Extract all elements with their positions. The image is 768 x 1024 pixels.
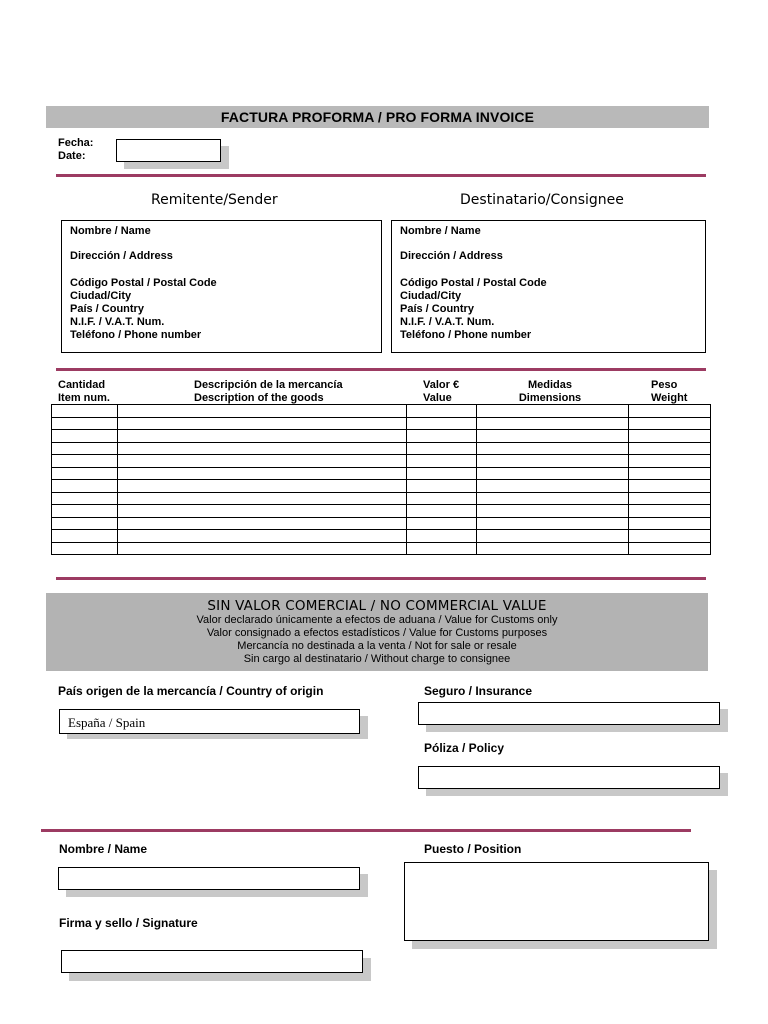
table-cell[interactable] xyxy=(407,505,477,518)
table-cell[interactable] xyxy=(52,430,118,443)
table-cell[interactable] xyxy=(407,417,477,430)
table-cell[interactable] xyxy=(629,505,711,518)
sender-vat-label: N.I.F. / V.A.T. Num. xyxy=(70,316,165,328)
table-row xyxy=(52,542,711,555)
table-cell[interactable] xyxy=(407,492,477,505)
table-cell[interactable] xyxy=(477,430,629,443)
table-cell[interactable] xyxy=(52,505,118,518)
table-cell[interactable] xyxy=(52,405,118,418)
table-cell[interactable] xyxy=(629,442,711,455)
table-cell[interactable] xyxy=(118,505,407,518)
table-cell[interactable] xyxy=(52,417,118,430)
table-row xyxy=(52,442,711,455)
position-label: Puesto / Position xyxy=(424,842,522,856)
table-row xyxy=(52,505,711,518)
no-commercial-value-notice xyxy=(46,593,708,671)
table-row xyxy=(52,455,711,468)
col-header-value-en: Value xyxy=(423,392,452,404)
table-cell[interactable] xyxy=(629,455,711,468)
col-header-quantity-es: Cantidad xyxy=(58,379,106,391)
table-cell[interactable] xyxy=(477,542,629,555)
col-header-dimensions-en: Dimensions xyxy=(518,392,582,404)
items-table xyxy=(51,404,711,555)
table-cell[interactable] xyxy=(407,517,477,530)
table-row xyxy=(52,480,711,493)
table-cell[interactable] xyxy=(407,480,477,493)
divider-3 xyxy=(56,577,706,580)
table-row xyxy=(52,517,711,530)
table-cell[interactable] xyxy=(477,405,629,418)
sender-postal-label: Código Postal / Postal Code xyxy=(70,277,217,289)
table-cell[interactable] xyxy=(118,517,407,530)
col-header-weight xyxy=(651,379,687,405)
table-row xyxy=(52,417,711,430)
table-cell[interactable] xyxy=(629,430,711,443)
consignee-postal-label: Código Postal / Postal Code xyxy=(400,277,547,289)
table-cell[interactable] xyxy=(477,442,629,455)
table-cell[interactable] xyxy=(118,542,407,555)
table-cell[interactable] xyxy=(629,467,711,480)
consignee-box[interactable] xyxy=(391,220,706,353)
table-cell[interactable] xyxy=(52,492,118,505)
table-cell[interactable] xyxy=(629,517,711,530)
table-cell[interactable] xyxy=(407,530,477,543)
table-row xyxy=(52,405,711,418)
sender-country-label: País / Country xyxy=(70,303,144,315)
table-cell[interactable] xyxy=(407,455,477,468)
notice-line: Valor consignado a efectos estadísticos / Value for Customs purposes xyxy=(206,627,548,639)
notice-line: Sin cargo al destinatario / Without charge to consignee xyxy=(243,653,511,665)
table-cell[interactable] xyxy=(407,405,477,418)
col-header-value-es: Valor € xyxy=(423,379,460,391)
sender-box[interactable] xyxy=(61,220,382,353)
date-label-es: Fecha: xyxy=(58,137,94,149)
name-label: Nombre / Name xyxy=(59,842,148,856)
col-header-description xyxy=(194,379,343,405)
notice-line: Mercancía no destinada a la venta / Not for sale or resale xyxy=(237,640,517,652)
consignee-phone-label: Teléfono / Phone number xyxy=(400,329,532,341)
table-cell[interactable] xyxy=(477,480,629,493)
table-cell[interactable] xyxy=(118,405,407,418)
origin-label: País origen de la mercancía / Country of origin xyxy=(58,684,324,698)
table-cell[interactable] xyxy=(477,492,629,505)
table-row xyxy=(52,492,711,505)
table-row xyxy=(52,467,711,480)
consignee-heading: Destinatario/Consignee xyxy=(460,192,624,208)
table-cell[interactable] xyxy=(118,530,407,543)
table-cell[interactable] xyxy=(118,442,407,455)
col-header-description-en: Description of the goods xyxy=(194,392,324,404)
table-cell[interactable] xyxy=(118,480,407,493)
sender-name-label: Nombre / Name xyxy=(70,225,151,237)
date-label xyxy=(58,137,93,163)
consignee-country-label: País / Country xyxy=(400,303,474,315)
insurance-label: Seguro / Insurance xyxy=(424,684,533,698)
origin-field[interactable] xyxy=(59,709,360,734)
table-cell[interactable] xyxy=(629,405,711,418)
col-header-description-es: Descripción de la mercancía xyxy=(194,379,343,391)
notice-line: Valor declarado únicamente a efectos de aduana / Value for Customs only xyxy=(196,614,558,626)
consignee-name-label: Nombre / Name xyxy=(400,225,481,237)
table-cell[interactable] xyxy=(118,467,407,480)
table-cell[interactable] xyxy=(629,417,711,430)
name-field[interactable] xyxy=(58,867,360,890)
col-header-weight-es: Peso xyxy=(651,379,678,391)
table-cell[interactable] xyxy=(629,530,711,543)
origin-value: España / Spain xyxy=(68,715,146,730)
col-header-quantity-en: Item num. xyxy=(58,392,110,404)
table-cell[interactable] xyxy=(477,517,629,530)
table-cell[interactable] xyxy=(118,455,407,468)
position-field[interactable] xyxy=(404,862,709,941)
table-cell[interactable] xyxy=(407,442,477,455)
table-cell[interactable] xyxy=(629,492,711,505)
date-label-en: Date: xyxy=(58,150,86,162)
col-header-value xyxy=(423,379,459,405)
sender-address-label: Dirección / Address xyxy=(70,250,173,262)
table-cell[interactable] xyxy=(477,530,629,543)
table-cell[interactable] xyxy=(407,467,477,480)
col-header-quantity xyxy=(58,379,110,405)
table-cell[interactable] xyxy=(629,542,711,555)
table-cell[interactable] xyxy=(118,492,407,505)
signature-label: Firma y sello / Signature xyxy=(59,916,198,930)
table-row xyxy=(52,530,711,543)
table-cell[interactable] xyxy=(52,467,118,480)
table-cell[interactable] xyxy=(629,480,711,493)
consignee-vat-label: N.I.F. / V.A.T. Num. xyxy=(400,316,495,328)
table-cell[interactable] xyxy=(477,467,629,480)
table-cell[interactable] xyxy=(118,417,407,430)
sender-city-label: Ciudad/City xyxy=(70,290,132,302)
invoice-title: FACTURA PROFORMA / PRO FORMA INVOICE xyxy=(220,109,535,125)
insurance-field[interactable] xyxy=(418,702,720,725)
table-cell[interactable] xyxy=(52,517,118,530)
policy-field[interactable] xyxy=(418,766,720,789)
table-row xyxy=(52,430,711,443)
table-cell[interactable] xyxy=(477,455,629,468)
sender-phone-label: Teléfono / Phone number xyxy=(70,329,202,341)
consignee-address-label: Dirección / Address xyxy=(400,250,503,262)
table-cell[interactable] xyxy=(407,542,477,555)
col-header-dimensions-es: Medidas xyxy=(527,379,572,391)
sender-heading: Remitente/Sender xyxy=(151,192,278,208)
table-cell[interactable] xyxy=(52,480,118,493)
table-cell[interactable] xyxy=(118,430,407,443)
date-field[interactable] xyxy=(116,139,221,162)
signature-field[interactable] xyxy=(61,950,363,973)
table-cell[interactable] xyxy=(52,442,118,455)
table-cell[interactable] xyxy=(477,505,629,518)
table-cell[interactable] xyxy=(52,530,118,543)
divider-1 xyxy=(56,174,706,177)
col-header-weight-en: Weight xyxy=(651,392,688,404)
consignee-city-label: Ciudad/City xyxy=(400,290,462,302)
table-cell[interactable] xyxy=(52,542,118,555)
table-cell[interactable] xyxy=(477,417,629,430)
divider-4 xyxy=(41,829,691,832)
table-cell[interactable] xyxy=(52,455,118,468)
table-cell[interactable] xyxy=(407,430,477,443)
notice-heading: SIN VALOR COMERCIAL / NO COMMERCIAL VALUE xyxy=(207,598,547,614)
divider-2 xyxy=(56,368,706,371)
col-header-dimensions xyxy=(476,379,624,405)
policy-label: Póliza / Policy xyxy=(424,741,505,755)
title-bar xyxy=(46,106,709,128)
